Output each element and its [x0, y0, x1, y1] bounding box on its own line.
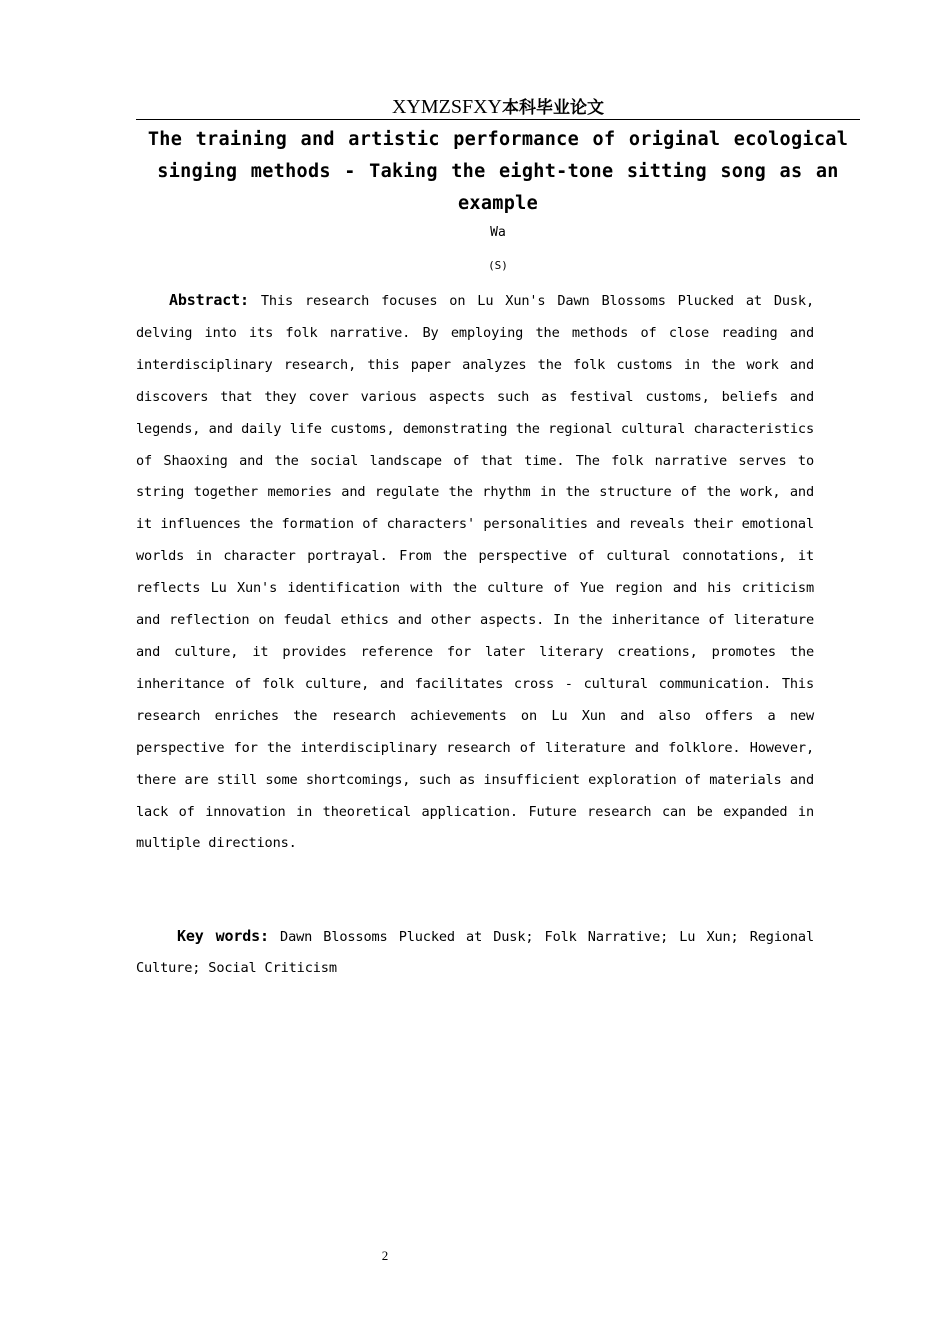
abstract-paragraph — [136, 285, 814, 860]
keywords-label: Key words: — [177, 927, 269, 945]
author-name: Wa — [490, 225, 506, 240]
author-affiliation: (S) — [488, 259, 508, 272]
header-thesis-type: 本科毕业论文 — [502, 98, 605, 118]
running-header — [136, 96, 860, 119]
keywords-text: Dawn Blossoms Plucked at Dusk; Folk Narrative; Lu Xun; Regional Culture; Social Criticism — [136, 929, 814, 976]
page-number: 2 — [381, 1248, 389, 1263]
header-school-code: XYMZSFXY — [391, 96, 503, 118]
abstract-text: This research focuses on Lu Xun's Dawn Blossoms Plucked at Dusk, delving into its folk narrative. By employing the methods of close reading and interdisciplinary research, this paper analyzes the folk customs in the work and discovers that they cover various aspects such as festival customs, beliefs and legends, and daily life customs, demonstrating the regional cultural characteristics of Shaoxing and the social landscape of that time. The folk narrative serves to string together memories and regulate the rhythm in the structure of the work, and it influences the formation of characters' personalities and reveals their emotional worlds in character portrayal. From the perspective of cultural connotations, it reflects Lu Xun's identification with the culture of Yue region and his criticism and reflection on feudal ethics and other aspects. In the inheritance of literature and culture, it provides reference for later literary creations, promotes the inheritance of folk culture, and facilitates cross - cultural communication. This research enriches the research achievements on Lu Xun and also offers a new perspective for the interdisciplinary research of literature and folklore. However, there are still some shortcomings, such as insufficient exploration of materials and lack of innovation in theoretical application. Future research can be expanded in multiple directions. — [136, 293, 814, 852]
header-rule — [136, 119, 860, 120]
abstract-label: Abstract: — [169, 291, 249, 309]
paper-title: The training and artistic performance of original ecological singing methods - Taking the eight-tone sitting song as an example — [147, 129, 849, 214]
keywords-paragraph — [136, 921, 814, 984]
